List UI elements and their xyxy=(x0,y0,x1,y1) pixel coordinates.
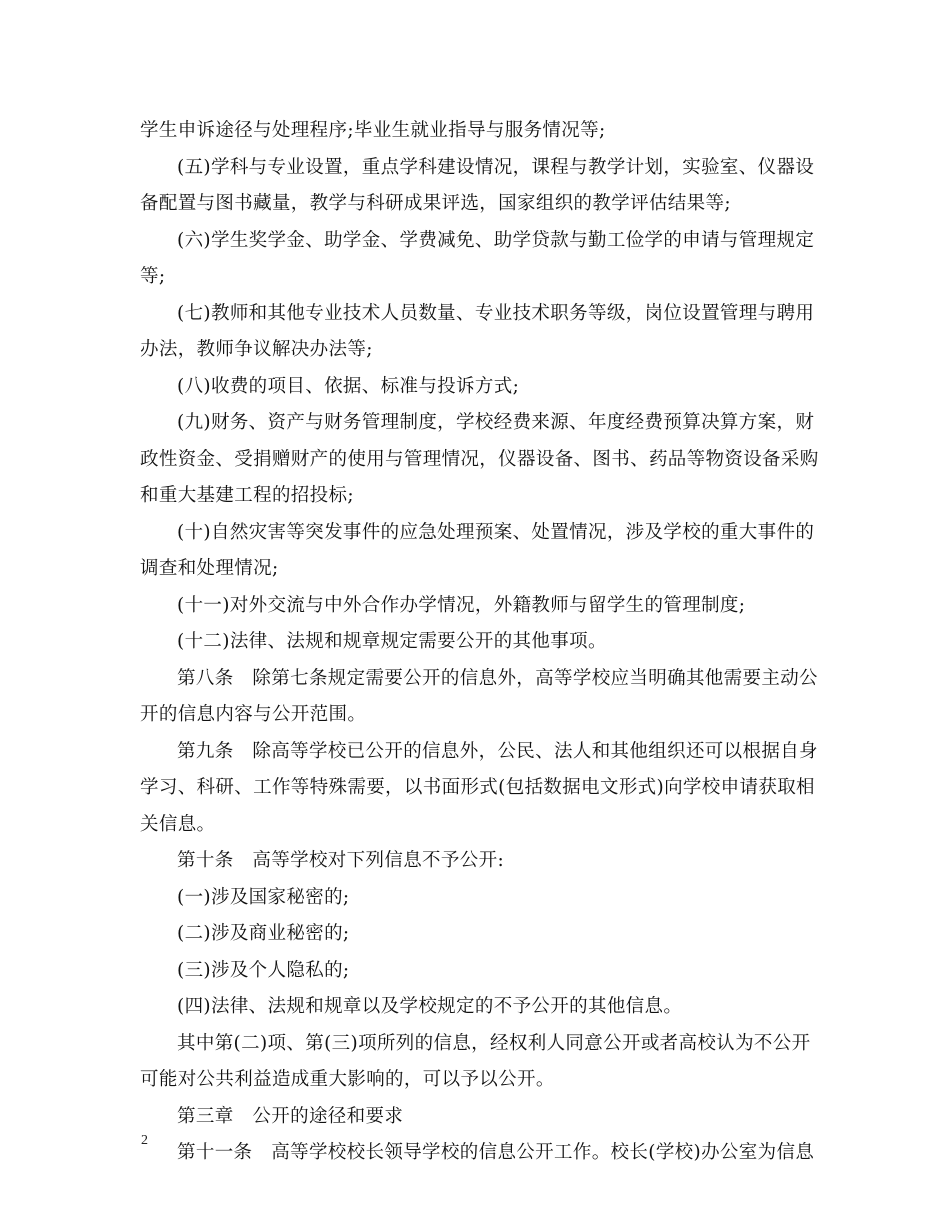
text-line: (十)自然灾害等突发事件的应急处理预案、处置情况，涉及学校的重大事件的 xyxy=(177,521,815,543)
text-line: 第十条 高等学校对下列信息不予公开: xyxy=(177,850,505,871)
text-line: 其中第(二)项、第(三)项所列的信息，经权利人同意公开或者高校认为不公开 xyxy=(177,1032,811,1054)
text-line: 第十一条 高等学校校长领导学校的信息公开工作。校长(学校)办公室为信息 xyxy=(177,1142,815,1163)
text-line: 学生申诉途径与处理程序;毕业生就业指导与服务情况等; xyxy=(140,120,606,141)
text-line: 等; xyxy=(140,266,166,287)
text-line: (六)学生奖学金、助学金、学费减免、助学贷款与勤工俭学的申请与管理规定 xyxy=(177,229,815,251)
text-line: (四)法律、法规和规章以及学校规定的不予公开的其他信息。 xyxy=(177,996,683,1017)
page-number: 2 xyxy=(141,1133,148,1148)
text-line: 第三章 公开的途径和要求 xyxy=(177,1105,404,1127)
text-line: 调查和处理情况; xyxy=(140,558,279,579)
text-line: (十二)法律、法规和规章规定需要公开的其他事项。 xyxy=(177,631,607,652)
text-line: (十一)对外交流与中外合作办学情况，外籍教师与留学生的管理制度; xyxy=(177,594,746,616)
text-line: (二)涉及商业秘密的; xyxy=(177,923,350,944)
text-line: (七)教师和其他专业技术人员数量、专业技术职务等级，岗位设置管理与聘用 xyxy=(177,302,815,324)
text-line: 和重大基建工程的招投标; xyxy=(140,485,354,506)
text-line: 可能对公共利益造成重大影响的，可以予以公开。 xyxy=(140,1069,555,1090)
text-line: 开的信息内容与公开范围。 xyxy=(140,704,367,725)
text-line: 第九条 除高等学校已公开的信息外，公民、法人和其他组织还可以根据自身 xyxy=(177,740,818,762)
text-line: 政性资金、受捐赠财产的使用与管理情况，仪器设备、图书、药品等物资设备采购 xyxy=(140,448,819,470)
text-line: 备配置与图书藏量，教学与科研成果评选，国家组织的教学评估结果等; xyxy=(140,193,731,214)
text-line: 第八条 除第七条规定需要公开的信息外，高等学校应当明确其他需要主动公 xyxy=(177,667,818,689)
document-body xyxy=(140,113,819,1172)
text-line: 关信息。 xyxy=(140,813,216,835)
text-line: (一)涉及国家秘密的; xyxy=(177,886,350,908)
text-line: 办法，教师争议解决办法等; xyxy=(140,339,373,360)
text-line: (八)收费的项目、依据、标准与投诉方式; xyxy=(177,375,520,397)
text-line: (三)涉及个人隐私的; xyxy=(177,959,350,981)
text-line: (九)财务、资产与财务管理制度，学校经费来源、年度经费预算决算方案，财 xyxy=(177,412,815,433)
text-line: 学习、科研、工作等特殊需要，以书面形式(包括数据电文形式)向学校申请获取相 xyxy=(140,777,815,798)
text-line: (五)学科与专业设置，重点学科建设情况，课程与教学计划，实验室、仪器设 xyxy=(177,156,815,178)
